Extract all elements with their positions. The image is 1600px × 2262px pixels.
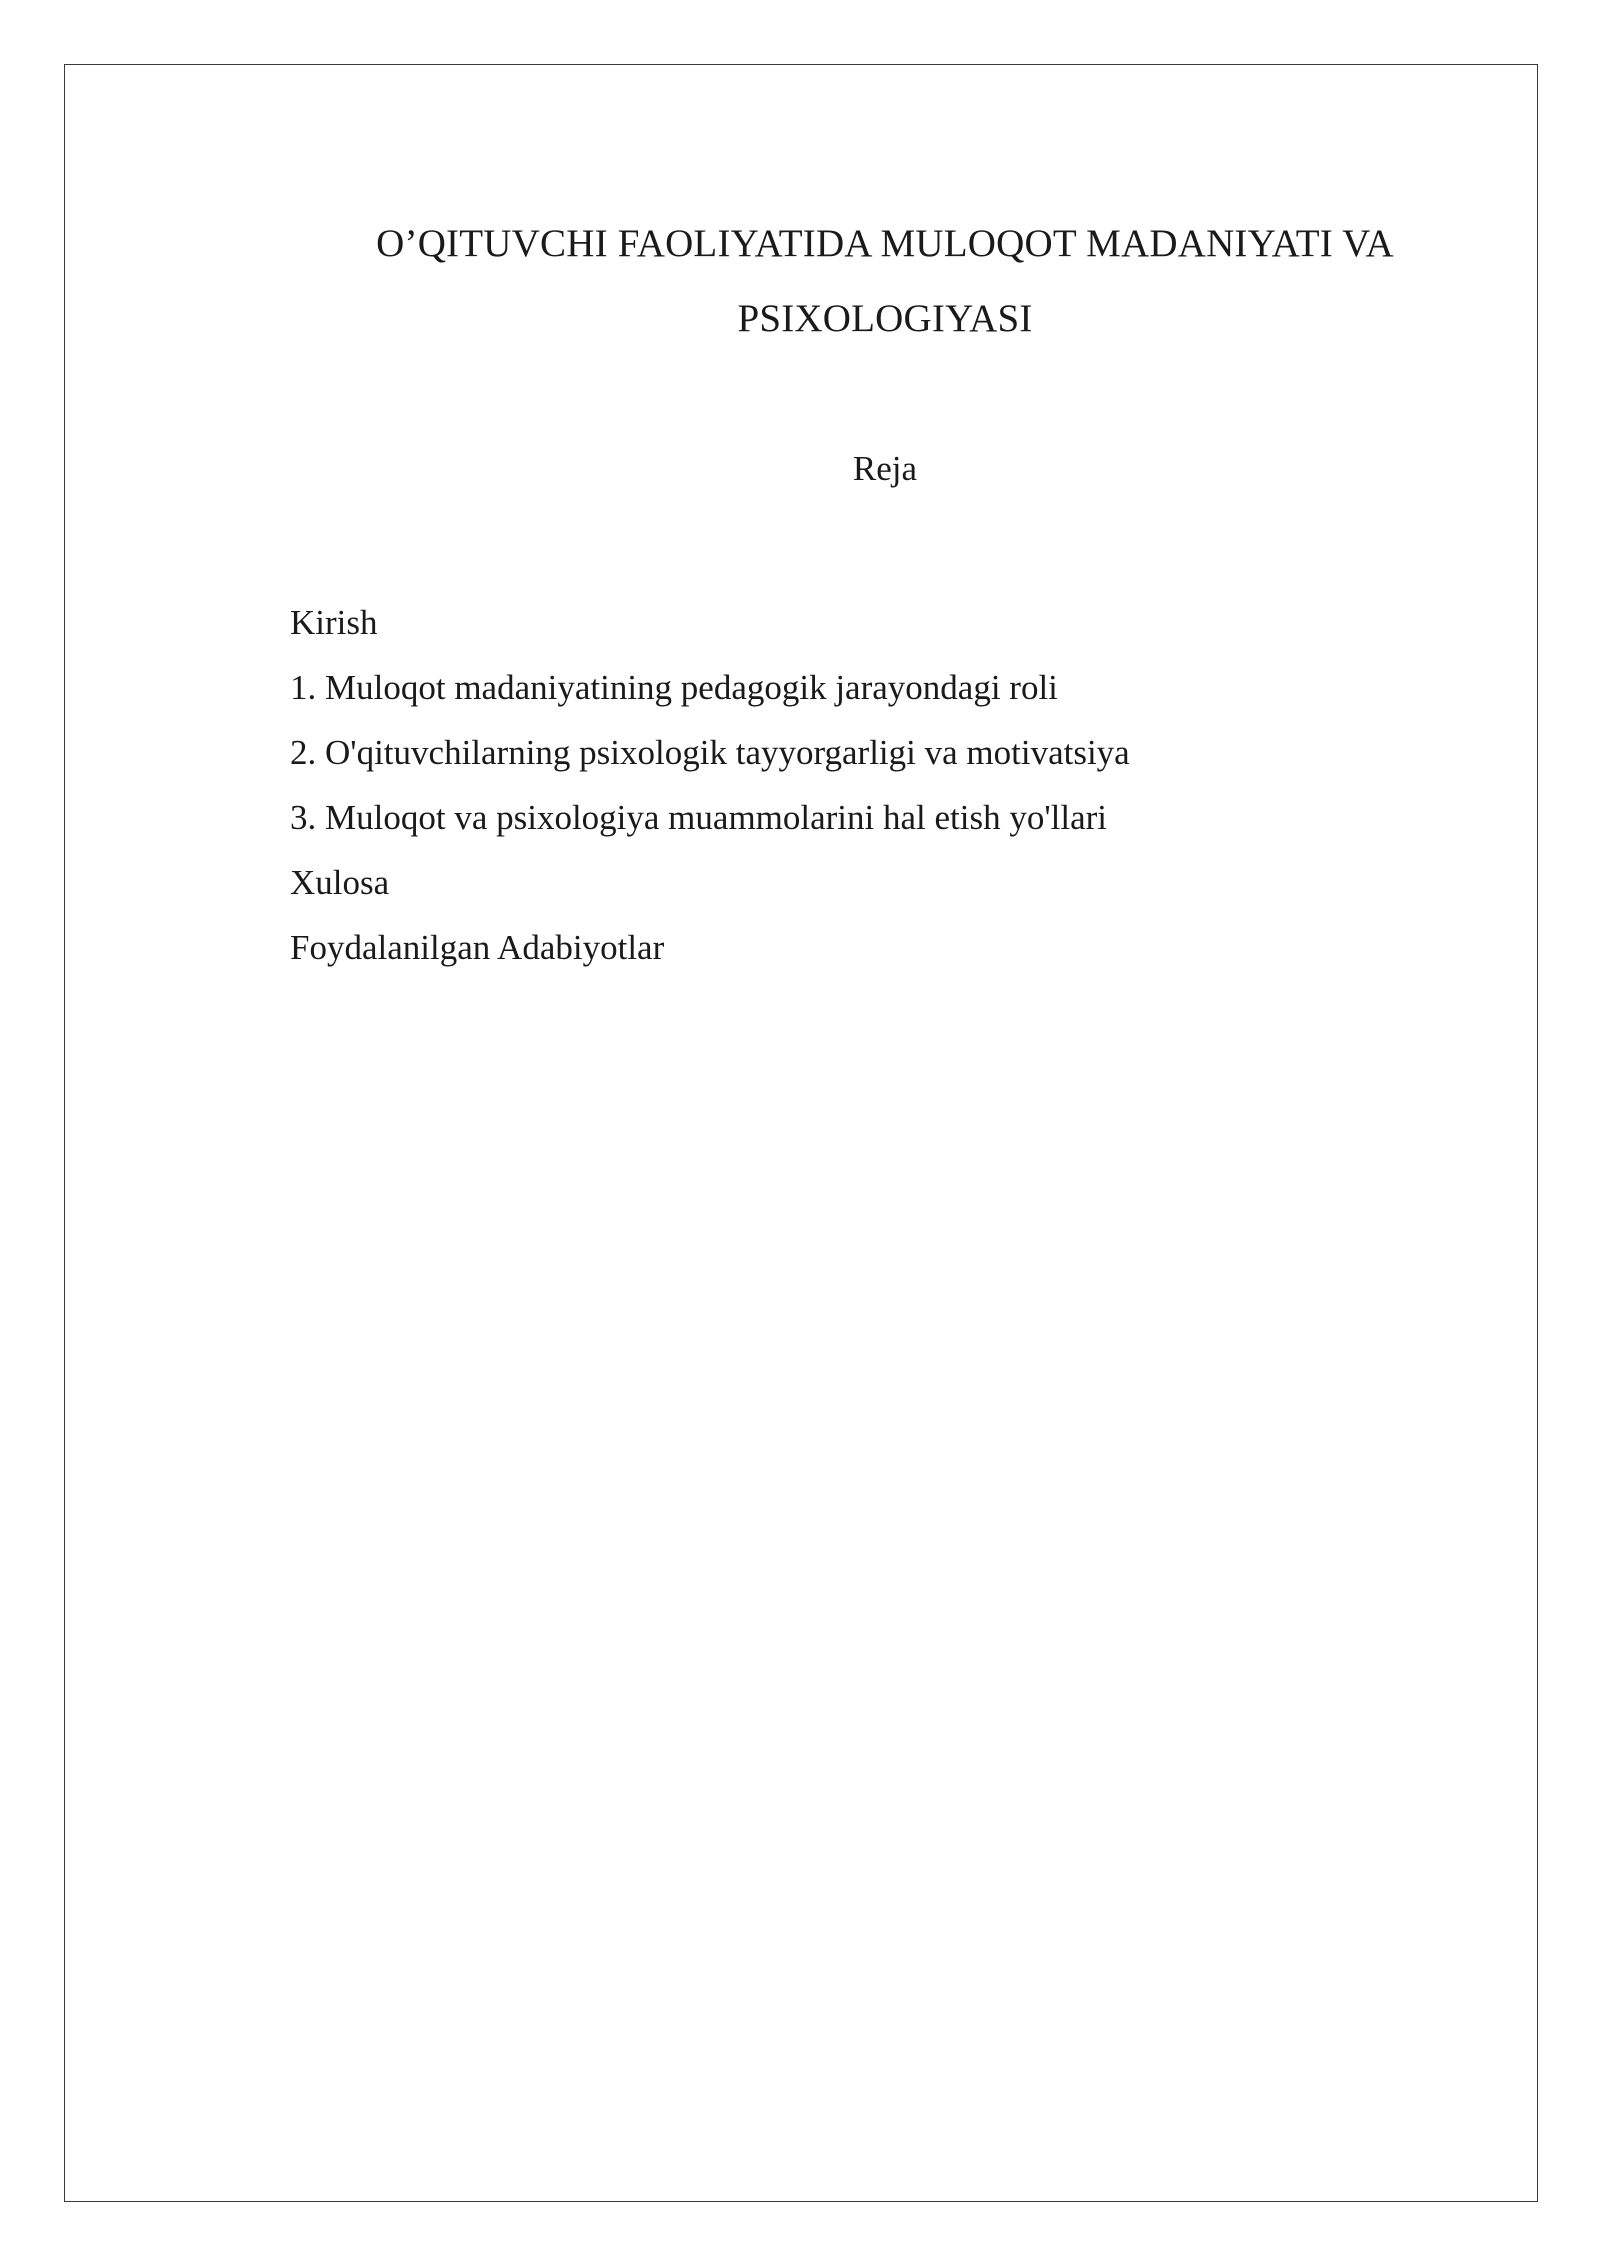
plan-item-conclusion: Xulosa [290, 863, 390, 902]
plan-item-1: 1. Muloqot madaniyatining pedagogik jarayondagi roli [290, 668, 1058, 707]
title-line-2: PSIXOLOGIYASI [737, 297, 1033, 340]
title-line-1: O’QITUVCHI FAOLIYATIDA MULOQOT MADANIYATI VA [376, 222, 1394, 265]
plan-list [290, 590, 1390, 980]
plan-item-references: Foydalanilgan Adabiyotlar [290, 928, 665, 967]
document-title [290, 206, 1480, 356]
plan-heading: Reja [852, 449, 918, 488]
plan-item-2: 2. O'qituvchilarning psixologik tayyorgarligi va motivatsiya [290, 733, 1130, 772]
page-border [64, 64, 1538, 2202]
plan-item-3: 3. Muloqot va psixologiya muammolarini hal etish yo'llari [290, 798, 1108, 837]
plan-item-introduction: Kirish [290, 603, 378, 642]
